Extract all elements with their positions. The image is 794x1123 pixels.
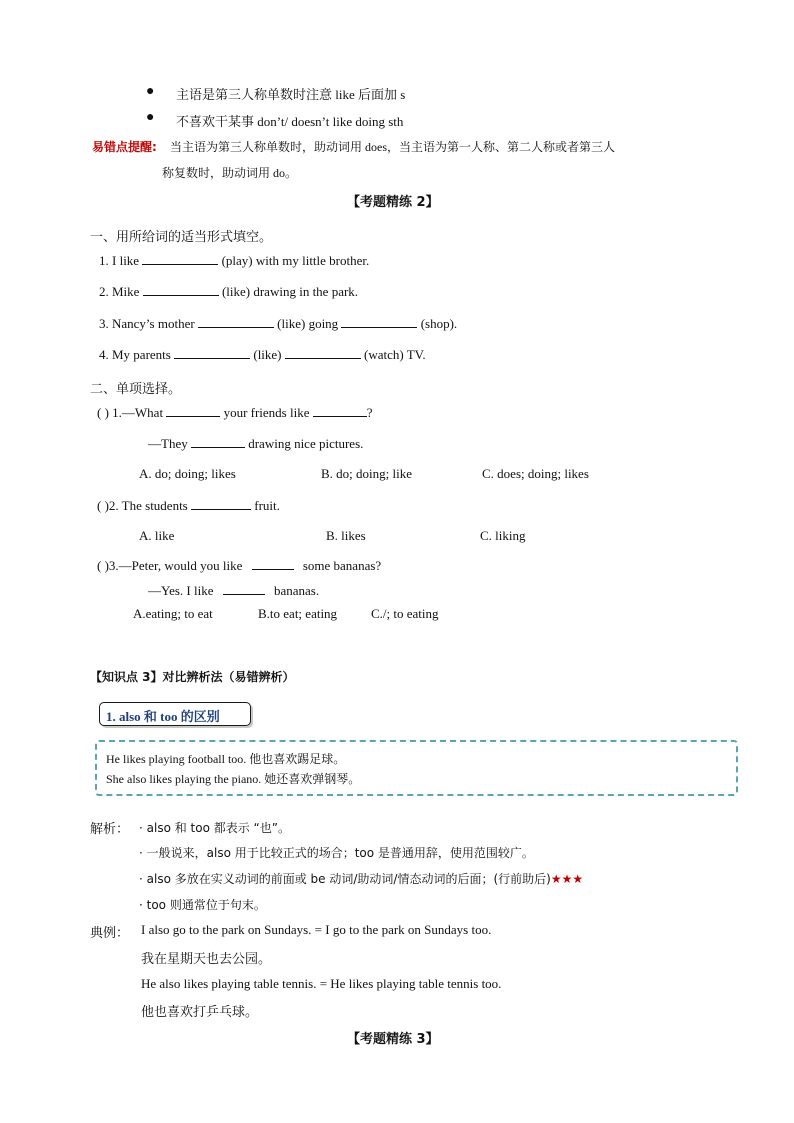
answer-blank[interactable] — [341, 315, 417, 328]
option-a[interactable]: A. do; doing; likes — [139, 466, 236, 481]
example-1-en: I also go to the park on Sundays. = I go to the park on Sundays too. — [141, 922, 492, 937]
question-text: 2. Mike — [99, 284, 140, 299]
example-1-cn: 我在星期天也去公园。 — [141, 952, 272, 967]
example-2-en: He also likes playing table tennis. = He likes playing table tennis too. — [141, 976, 502, 991]
mc-question-1 — [97, 404, 373, 421]
section-title: 【考题精练 2】 — [347, 195, 439, 210]
question-text: 3. Nancy’s mother — [99, 316, 195, 331]
question-text: (like) drawing in the park. — [221, 284, 359, 299]
analysis-point-2: · 一般说来，also 用于比较正式的场合；too 是普通用辞，使用范围较广。 — [139, 846, 534, 860]
answer-blank[interactable] — [313, 404, 367, 417]
note-bullet-1: 主语是第三人称单数时注意 like 后面加 s — [176, 87, 406, 102]
answer-blank[interactable] — [191, 497, 251, 510]
question-text: bananas. — [274, 583, 320, 598]
option-a[interactable]: A. like — [139, 528, 175, 543]
question-text: (like) going — [277, 316, 339, 331]
question-text: drawing nice pictures. — [248, 436, 364, 451]
answer-blank[interactable] — [174, 346, 250, 359]
mc-question-3-line2 — [148, 582, 319, 599]
option-b[interactable]: B. do; doing; like — [321, 466, 412, 481]
fill-question-4 — [99, 346, 426, 363]
question-text: —They — [148, 436, 188, 451]
example-label: 典例： — [90, 925, 130, 940]
answer-blank[interactable] — [252, 557, 294, 570]
question-text: ( )3.—Peter, would you like — [97, 558, 243, 573]
answer-blank[interactable] — [191, 435, 245, 448]
topic-label: 1. also 和 too 的区别 — [106, 709, 220, 724]
question-text: your friends like — [223, 405, 310, 420]
fill-question-3 — [99, 315, 457, 332]
bullet-dot: ● — [146, 110, 155, 125]
warning-text-1: 当主语为第三人称单数时，助动词用 does，当主语为第一人称、第二人称或者第三人 — [170, 140, 615, 154]
star-rating-icon: ★★★ — [550, 872, 584, 886]
analysis-point-3 — [139, 870, 583, 887]
analysis-text: · also 多放在实义动词的前面或 be 动词/助动词/情态动词的后面；(行前助后) — [139, 872, 551, 886]
analysis-point-1: · also 和 too 都表示 “也”。 — [139, 821, 290, 835]
section-title: 【考题精练 3】 — [347, 1032, 439, 1047]
answer-blank[interactable] — [143, 283, 219, 296]
topic-label-box — [99, 702, 251, 726]
knowledge-heading: 【知识点 3】对比辨析法（易错辨析） — [90, 670, 295, 684]
fill-question-2 — [99, 283, 358, 300]
answer-blank[interactable] — [198, 315, 274, 328]
question-text: ( )2. The students — [97, 498, 188, 513]
question-text: 1. I like — [99, 253, 140, 268]
example-sentence-2: She also likes playing the piano. 她还喜欢弹钢琴。 — [106, 772, 361, 786]
bullet-dot: ● — [146, 84, 155, 99]
option-a[interactable]: A.eating; to eat — [133, 606, 213, 621]
mc-question-1-line2 — [148, 435, 363, 452]
analysis-point-4: · too 则通常位于句末。 — [139, 898, 266, 912]
question-text: (watch) TV. — [364, 347, 426, 362]
part-heading: 二、单项选择。 — [90, 381, 182, 396]
answer-blank[interactable] — [142, 252, 218, 265]
warning-text-2: 称复数时，助动词用 do。 — [162, 166, 298, 180]
warning-label: 易错点提醒: — [92, 140, 157, 154]
note-bullet-2: 不喜欢干某事 don’t/ doesn’t like doing sth — [176, 114, 404, 129]
question-text: (like) — [253, 347, 282, 362]
question-text: ( ) 1.—What — [97, 405, 164, 420]
question-text: (play) with my little brother. — [221, 253, 370, 268]
question-text: some bananas? — [302, 558, 382, 573]
analysis-label: 解析： — [90, 821, 130, 836]
question-text: fruit. — [254, 498, 280, 513]
answer-blank[interactable] — [166, 404, 220, 417]
part-heading: 一、用所给词的适当形式填空。 — [90, 229, 273, 244]
option-b[interactable]: B.to eat; eating — [258, 606, 338, 621]
answer-blank[interactable] — [223, 582, 265, 595]
option-c[interactable]: C. liking — [480, 528, 526, 543]
fill-question-1 — [99, 252, 369, 269]
mc-question-2 — [97, 497, 280, 514]
question-text: ? — [366, 405, 373, 420]
question-text: 4. My parents — [99, 347, 171, 362]
example-2-cn: 他也喜欢打乒乓球。 — [141, 1005, 259, 1020]
example-box — [95, 740, 738, 796]
question-text: —Yes. I like — [148, 583, 214, 598]
option-c[interactable]: C./; to eating — [371, 606, 439, 621]
answer-blank[interactable] — [285, 346, 361, 359]
mc-question-3 — [97, 557, 381, 574]
example-sentence-1: He likes playing football too. 他也喜欢踢足球。 — [106, 752, 346, 766]
option-b[interactable]: B. likes — [326, 528, 366, 543]
question-text: (shop). — [420, 316, 458, 331]
option-c[interactable]: C. does; doing; likes — [482, 466, 589, 481]
